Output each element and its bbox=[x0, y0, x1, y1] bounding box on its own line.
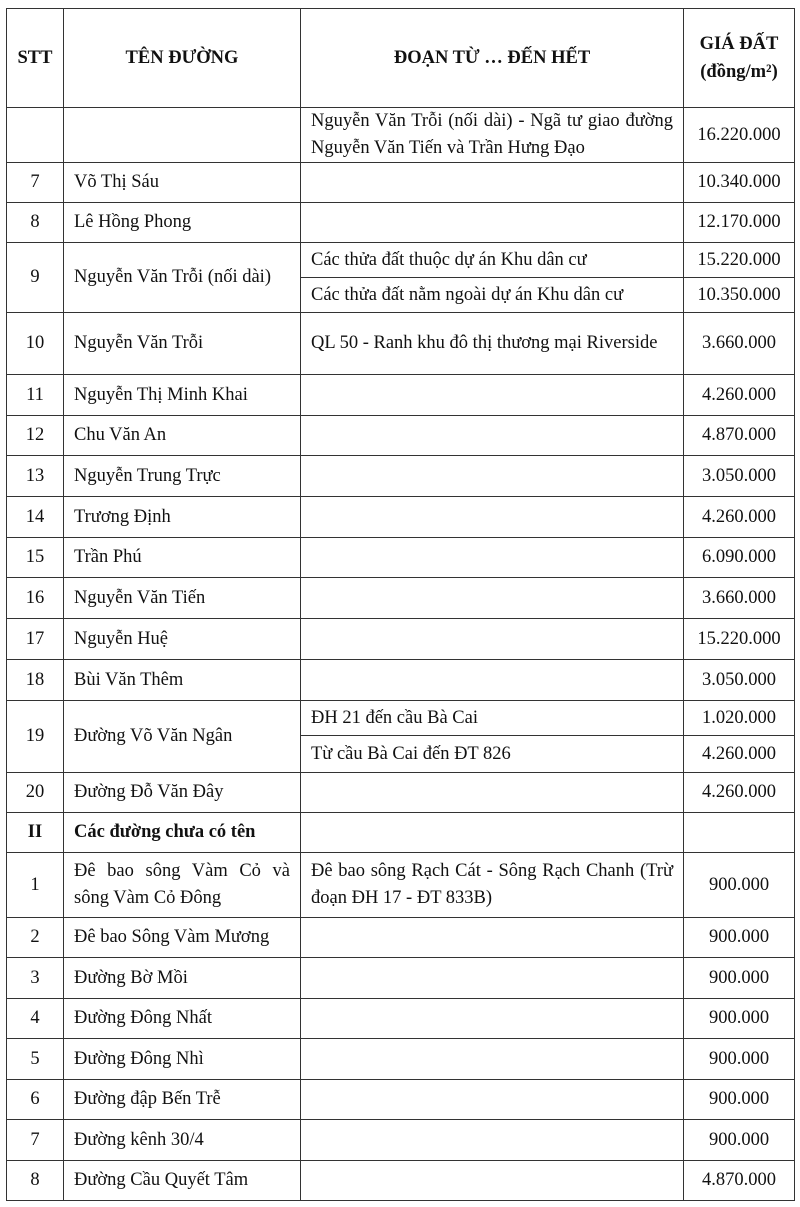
stt-cell: 17 bbox=[7, 619, 64, 660]
street-name-cell: Đường Bờ Mồi bbox=[64, 958, 301, 999]
segment-cell bbox=[301, 497, 684, 538]
street-name-cell: Đường đập Bến Trễ bbox=[64, 1080, 301, 1120]
street-name-cell: Trần Phú bbox=[64, 538, 301, 578]
street-name-cell: Đường Cầu Quyết Tâm bbox=[64, 1161, 301, 1201]
table-row bbox=[7, 701, 795, 736]
stt-cell: 3 bbox=[7, 958, 64, 999]
price-cell bbox=[684, 813, 795, 853]
street-name-cell: Nguyễn Văn Trỗi (nối dài) bbox=[64, 243, 301, 313]
street-name-cell: Nguyễn Văn Trỗi bbox=[64, 313, 301, 375]
price-cell: 4.260.000 bbox=[684, 773, 795, 813]
price-cell: 4.260.000 bbox=[684, 497, 795, 538]
segment-cell bbox=[301, 203, 684, 243]
table-row bbox=[7, 660, 795, 701]
price-cell: 900.000 bbox=[684, 1039, 795, 1080]
price-cell: 900.000 bbox=[684, 918, 795, 958]
stt-cell: 8 bbox=[7, 203, 64, 243]
segment-cell: Từ cầu Bà Cai đến ĐT 826 bbox=[301, 736, 684, 773]
segment-cell: Nguyễn Văn Trỗi (nối dài) - Ngã tư giao đường Nguyễn Văn Tiến và Trần Hưng Đạo bbox=[301, 108, 684, 163]
street-name-cell: Đường kênh 30/4 bbox=[64, 1120, 301, 1161]
stt-cell: II bbox=[7, 813, 64, 853]
street-name-cell: Nguyễn Văn Tiến bbox=[64, 578, 301, 619]
table-row bbox=[7, 918, 795, 958]
table-body bbox=[7, 108, 795, 1201]
table-row bbox=[7, 108, 795, 163]
price-cell: 4.870.000 bbox=[684, 416, 795, 456]
header-price-line1: GIÁ ĐẤT bbox=[699, 34, 779, 54]
street-name-cell: Chu Văn An bbox=[64, 416, 301, 456]
table-row bbox=[7, 313, 795, 375]
header-price bbox=[684, 9, 795, 108]
price-cell: 4.260.000 bbox=[684, 375, 795, 416]
table-row bbox=[7, 813, 795, 853]
stt-cell: 2 bbox=[7, 918, 64, 958]
table-row bbox=[7, 163, 795, 203]
stt-cell: 7 bbox=[7, 1120, 64, 1161]
street-name-cell: Đê bao sông Vàm Cỏ và sông Vàm Cỏ Đông bbox=[64, 853, 301, 918]
segment-cell bbox=[301, 538, 684, 578]
street-name-cell: Đường Đông Nhì bbox=[64, 1039, 301, 1080]
stt-cell: 10 bbox=[7, 313, 64, 375]
price-cell: 15.220.000 bbox=[684, 619, 795, 660]
stt-cell: 14 bbox=[7, 497, 64, 538]
stt-cell: 15 bbox=[7, 538, 64, 578]
stt-cell: 1 bbox=[7, 853, 64, 918]
table-row bbox=[7, 1161, 795, 1201]
stt-cell: 8 bbox=[7, 1161, 64, 1201]
table-row bbox=[7, 1120, 795, 1161]
stt-cell: 4 bbox=[7, 999, 64, 1039]
segment-cell bbox=[301, 773, 684, 813]
street-name-cell: Nguyễn Trung Trực bbox=[64, 456, 301, 497]
table-header-row bbox=[7, 9, 795, 108]
segment-cell bbox=[301, 456, 684, 497]
segment-cell bbox=[301, 1080, 684, 1120]
header-price-line2: (đồng/m²) bbox=[700, 62, 778, 82]
street-name-cell: Bùi Văn Thêm bbox=[64, 660, 301, 701]
land-price-table bbox=[6, 8, 795, 1201]
street-name-cell: Các đường chưa có tên bbox=[64, 813, 301, 853]
table-row bbox=[7, 203, 795, 243]
table-row bbox=[7, 578, 795, 619]
table-row bbox=[7, 497, 795, 538]
table-row bbox=[7, 243, 795, 278]
stt-cell: 5 bbox=[7, 1039, 64, 1080]
stt-cell bbox=[7, 108, 64, 163]
segment-cell bbox=[301, 375, 684, 416]
stt-cell: 13 bbox=[7, 456, 64, 497]
table-row bbox=[7, 773, 795, 813]
segment-cell bbox=[301, 619, 684, 660]
stt-cell: 16 bbox=[7, 578, 64, 619]
segment-cell bbox=[301, 918, 684, 958]
header-street-name: TÊN ĐƯỜNG bbox=[64, 9, 301, 108]
table-row bbox=[7, 999, 795, 1039]
table-row bbox=[7, 1080, 795, 1120]
price-cell: 4.870.000 bbox=[684, 1161, 795, 1201]
stt-cell: 12 bbox=[7, 416, 64, 456]
segment-cell bbox=[301, 1120, 684, 1161]
table-row bbox=[7, 958, 795, 999]
segment-cell: Các thửa đất thuộc dự án Khu dân cư bbox=[301, 243, 684, 278]
price-cell: 900.000 bbox=[684, 999, 795, 1039]
price-cell: 900.000 bbox=[684, 1120, 795, 1161]
street-name-cell: Võ Thị Sáu bbox=[64, 163, 301, 203]
street-name-cell: Nguyễn Thị Minh Khai bbox=[64, 375, 301, 416]
segment-cell: QL 50 - Ranh khu đô thị thương mại Riverside bbox=[301, 313, 684, 375]
segment-cell: ĐH 21 đến cầu Bà Cai bbox=[301, 701, 684, 736]
street-name-cell: Nguyễn Huệ bbox=[64, 619, 301, 660]
table-row bbox=[7, 375, 795, 416]
price-cell: 15.220.000 bbox=[684, 243, 795, 278]
table-row bbox=[7, 538, 795, 578]
segment-cell: Đê bao sông Rạch Cát - Sông Rạch Chanh (Trừ đoạn ĐH 17 - ĐT 833B) bbox=[301, 853, 684, 918]
table-row bbox=[7, 619, 795, 660]
street-name-cell bbox=[64, 108, 301, 163]
stt-cell: 19 bbox=[7, 701, 64, 773]
segment-cell bbox=[301, 660, 684, 701]
table-row bbox=[7, 416, 795, 456]
price-cell: 12.170.000 bbox=[684, 203, 795, 243]
price-cell: 3.660.000 bbox=[684, 313, 795, 375]
segment-cell bbox=[301, 813, 684, 853]
price-cell: 3.050.000 bbox=[684, 660, 795, 701]
price-cell: 16.220.000 bbox=[684, 108, 795, 163]
price-cell: 900.000 bbox=[684, 853, 795, 918]
header-segment: ĐOẠN TỪ … ĐẾN HẾT bbox=[301, 9, 684, 108]
street-name-cell: Đường Đông Nhất bbox=[64, 999, 301, 1039]
segment-cell: Các thửa đất nằm ngoài dự án Khu dân cư bbox=[301, 278, 684, 313]
stt-cell: 11 bbox=[7, 375, 64, 416]
table-row bbox=[7, 853, 795, 918]
street-name-cell: Trương Định bbox=[64, 497, 301, 538]
street-name-cell: Đường Võ Văn Ngân bbox=[64, 701, 301, 773]
price-cell: 900.000 bbox=[684, 1080, 795, 1120]
street-name-cell: Lê Hồng Phong bbox=[64, 203, 301, 243]
price-cell: 6.090.000 bbox=[684, 538, 795, 578]
segment-cell bbox=[301, 958, 684, 999]
price-cell: 1.020.000 bbox=[684, 701, 795, 736]
price-cell: 900.000 bbox=[684, 958, 795, 999]
segment-cell bbox=[301, 999, 684, 1039]
segment-cell bbox=[301, 1039, 684, 1080]
stt-cell: 18 bbox=[7, 660, 64, 701]
stt-cell: 20 bbox=[7, 773, 64, 813]
table-row bbox=[7, 456, 795, 497]
stt-cell: 9 bbox=[7, 243, 64, 313]
table-row bbox=[7, 1039, 795, 1080]
stt-cell: 7 bbox=[7, 163, 64, 203]
header-stt: STT bbox=[7, 9, 64, 108]
segment-cell bbox=[301, 163, 684, 203]
price-cell: 3.050.000 bbox=[684, 456, 795, 497]
price-cell: 3.660.000 bbox=[684, 578, 795, 619]
street-name-cell: Đê bao Sông Vàm Mương bbox=[64, 918, 301, 958]
price-cell: 4.260.000 bbox=[684, 736, 795, 773]
segment-cell bbox=[301, 1161, 684, 1201]
street-name-cell: Đường Đỗ Văn Đây bbox=[64, 773, 301, 813]
segment-cell bbox=[301, 416, 684, 456]
segment-cell bbox=[301, 578, 684, 619]
price-cell: 10.340.000 bbox=[684, 163, 795, 203]
stt-cell: 6 bbox=[7, 1080, 64, 1120]
price-cell: 10.350.000 bbox=[684, 278, 795, 313]
